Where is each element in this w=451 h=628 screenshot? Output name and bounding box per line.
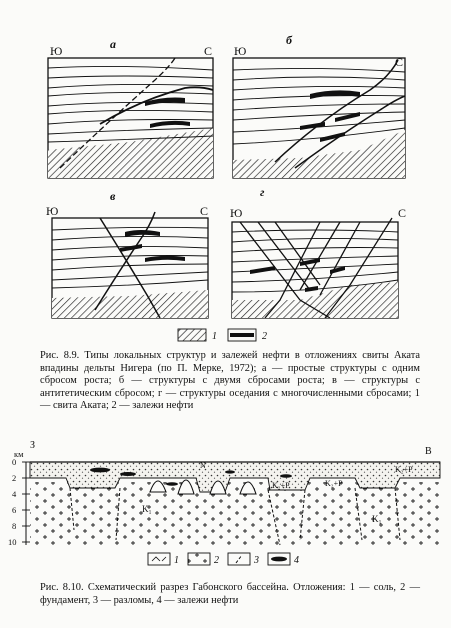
panel-d: [230, 185, 406, 318]
panel-c-south-label: Ю: [46, 204, 59, 218]
unit-label: K₂+P: [325, 479, 343, 488]
unit-label: K₁: [142, 504, 152, 514]
figure-8-9-legend: [178, 329, 267, 342]
legend-oil-fill: [230, 333, 254, 337]
unit-label: N: [200, 461, 206, 470]
legend-label-2: 2: [262, 331, 267, 342]
depth-unit: км: [14, 449, 24, 459]
legend-akata-swatch: [178, 329, 206, 341]
legend-label-3: 3: [254, 555, 259, 566]
depth-tick-label: 10: [8, 537, 17, 547]
panel-b: [233, 33, 405, 178]
legend-label-1: 1: [212, 331, 217, 342]
panel-b-letter: б: [286, 33, 292, 47]
unit-label: K₂+P: [272, 481, 290, 490]
depth-tick-label: 0: [12, 457, 17, 467]
west-label: З: [30, 440, 36, 451]
panel-d-letter: г: [260, 185, 265, 199]
caption-text: Типы локальных структур и залежей нефти в отложениях свиты Аката впадины дельты Нигера (по П. Мерке, 1972); а — простые структуры с одним сбросом роста; б — структуры с двумя сбросами роста; в — структуры с антитетическим сбросом; г — структуры оседания с многочисленными сбросами; 1 — свита Аката; 2 — залежи нефти: [40, 350, 420, 412]
legend-label-1: 1: [174, 555, 179, 566]
figure-8-9-caption: [40, 350, 420, 413]
depth-tick-label: 2: [12, 473, 17, 483]
panel-a-north-label: С: [204, 44, 213, 58]
panel-d-north-label: С: [398, 206, 407, 220]
depth-tick-label: 4: [12, 489, 17, 499]
east-label: В: [425, 446, 432, 457]
legend-salt-swatch: [148, 553, 170, 565]
panel-d-south-label: Ю: [230, 206, 243, 220]
panel-c-letter: в: [110, 189, 116, 203]
caption-number: Рис. 8.10.: [40, 582, 84, 593]
legend-label-2: 2: [214, 555, 219, 566]
legend-basement-swatch: [188, 553, 210, 565]
figure-8-10-section: [8, 440, 440, 547]
panel-a: [48, 37, 213, 178]
caption-number: Рис. 8.9.: [40, 350, 80, 361]
figure-8-10-caption: [40, 582, 420, 607]
depth-axis: [8, 457, 30, 547]
unit-label: K₂+P: [395, 465, 413, 474]
depth-tick-label: 8: [12, 521, 17, 531]
depth-tick-label: 6: [12, 505, 17, 515]
panel-a-letter: а: [110, 37, 116, 51]
panel-a-south-label: Ю: [50, 44, 63, 58]
panel-b-south-label: Ю: [234, 44, 247, 58]
unit-label: K₁: [372, 514, 382, 524]
figure-8-10-legend: [148, 553, 299, 566]
legend-label-4: 4: [294, 555, 299, 566]
caption-text: Схематический разрез Габонского бассейна. Отложения: 1 — соль, 2 — фундамент, 3 — разломы, 4 — залежи нефти: [40, 582, 420, 606]
panel-b-north-label: С: [395, 55, 404, 69]
panel-c-north-label: С: [200, 204, 209, 218]
panel-c: [46, 189, 208, 318]
